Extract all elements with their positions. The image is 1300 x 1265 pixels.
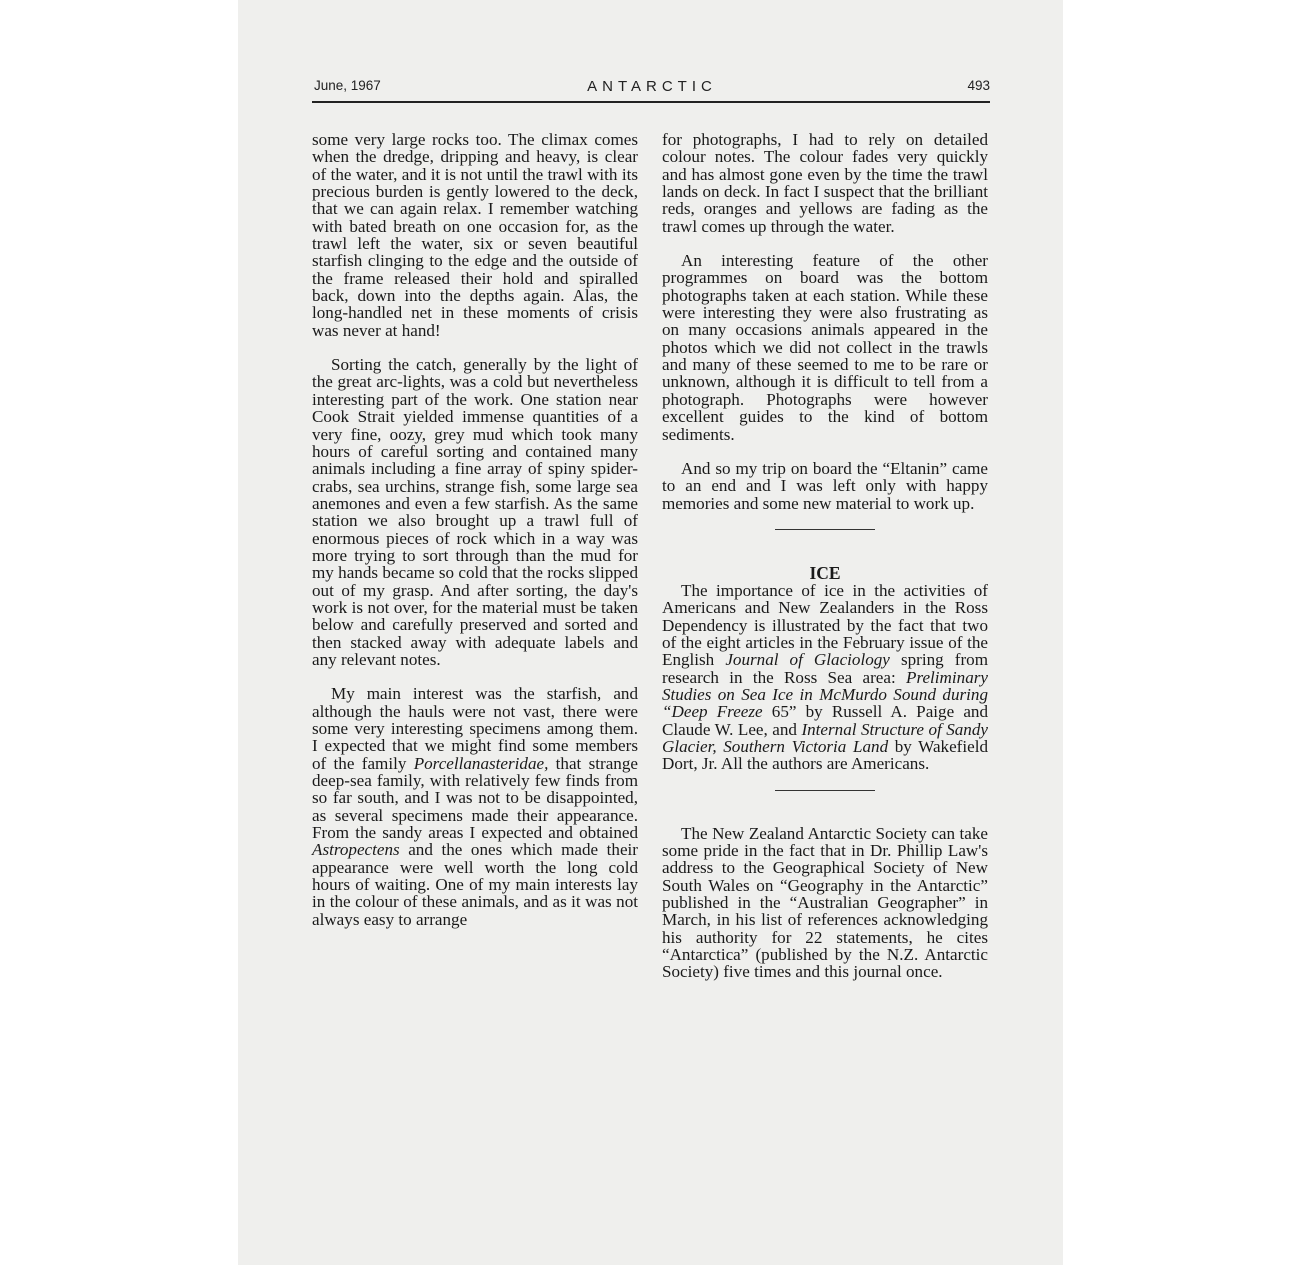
paragraph-nz-society: The New Zealand Antarctic Society can take some pride in the fact that in Dr. Phillip Law's address to the Geographical Society of New South Wales on “Geography in the Antarctic” published in the “Australian Geographer” in March, in his list of references acknowledging his authority for 22 statements, he cites “Antarctica” (published by the N.Z. Antarctic Society) five times and this journal once. <box>662 823 988 982</box>
text-run: The importance of ice in the activities of Americans and New Zealanders in the Ross Dependency is illustrated by the fact that two of the eight articles in the February issue of the English <box>662 580 988 670</box>
text-run: that strange deep-sea family, with relatively few finds from so far south, and I was not to be disappointed, as several specimens made their appearance. From the sandy areas I expected and obtained <box>312 753 638 843</box>
ice-heading: ICE <box>809 562 841 583</box>
journal-title: ANTARCTIC <box>587 78 717 95</box>
italic-run: Astropectens <box>312 840 400 860</box>
paragraph-photographs: for photographs, I had to rely on detailed colour notes. The colour fades very quickly and has almost gone even by the time the trawl lands on deck. In fact I suspect that the brilliant reds, oranges and yellows are fading as the trawl comes up through the water. <box>662 130 988 236</box>
section-divider <box>775 529 875 530</box>
paragraph-bottom-photos: An interesting feature of the other programmes on board was the bottom photographs taken at each station. While these were interesting they were also frustrating as on many occasions animals appeared in the photos which we did not collect in the trawls and many of these seemed to me to be rare or unknown, although it is difficult to tell from a photograph. Photographs were however excellent guides to the kind of bottom sediments. <box>662 251 988 444</box>
header-rule <box>312 101 990 103</box>
text-run: My main interest was the starfish, and although the hauls were not vast, there were some very interesting specimens among them. I expected that we might find some members of the family <box>312 684 638 773</box>
italic-run: Internal Structure of Sandy Glacier, Southern Victoria Land <box>662 719 988 756</box>
text-run: and the ones which made their appearance were well worth the long cold hours of waiting. One of my main interests lay in the colour of these animals, and as it was not always easy to arrange <box>312 840 638 929</box>
paragraph-eltanin: And so my trip on board the “Eltanin” came to an end and I was left only with happy memories and some new material to work up. <box>662 458 988 513</box>
page-header <box>314 78 990 100</box>
paragraph-rocks: some very large rocks too. The climax comes when the dredge, dripping and heavy, is clear of the water, and it is not until the trawl with its precious burden is gently lowered to the deck, that we can again relax. I remember watching with bated breath on one occasion for, as the trawl left the water, six or seven beautiful starfish clinging to the edge and the outside of the frame released their hold and spiralled back, down into the depths again. Alas, the long-handled net in these moments of crisis was never at hand! <box>312 130 638 340</box>
paragraph-ice <box>662 582 988 773</box>
paragraph-starfish <box>312 685 638 928</box>
italic-run: Porcellanasteridae, <box>413 753 549 773</box>
paragraph-sorting: Sorting the catch, generally by the light of the great arc-lights, was a cold but nevertheless interesting part of the work. One station near Cook Strait yielded immense quantities of a very fine, oozy, grey mud which took many hours of careful sorting and contained many animals including a fine array of spiny spider-crabs, sea urchins, strange fish, some large sea anemones and even a few starfish. As the same station we also brought up a trawl full of enormous pieces of rock which in a way was more trying to sort through than the mud for my hands became so cold that the rocks slipped out of my grasp. And after sorting, the day's work is not over, for the material must be taken below and carefully preserved and sorted and then stacked away with adequate labels and any relevant notes. <box>312 355 638 669</box>
right-column <box>662 131 988 998</box>
section-divider <box>775 790 875 791</box>
italic-run: Journal of Glaciology <box>725 650 890 670</box>
issue-date: June, 1967 <box>314 78 381 93</box>
text-run: by Wakefield Dort, Jr. All the authors are Americans. <box>662 736 988 774</box>
text-run: spring from research in the Ross Sea area: <box>662 650 988 687</box>
left-column <box>312 131 638 945</box>
text-run: 65” by Russell A. Paige and Claude W. Lee, and <box>662 702 988 739</box>
italic-run: Preliminary Studies on Sea Ice in McMurdo Sound during “Deep Freeze <box>662 667 988 722</box>
page-number: 493 <box>967 78 990 93</box>
